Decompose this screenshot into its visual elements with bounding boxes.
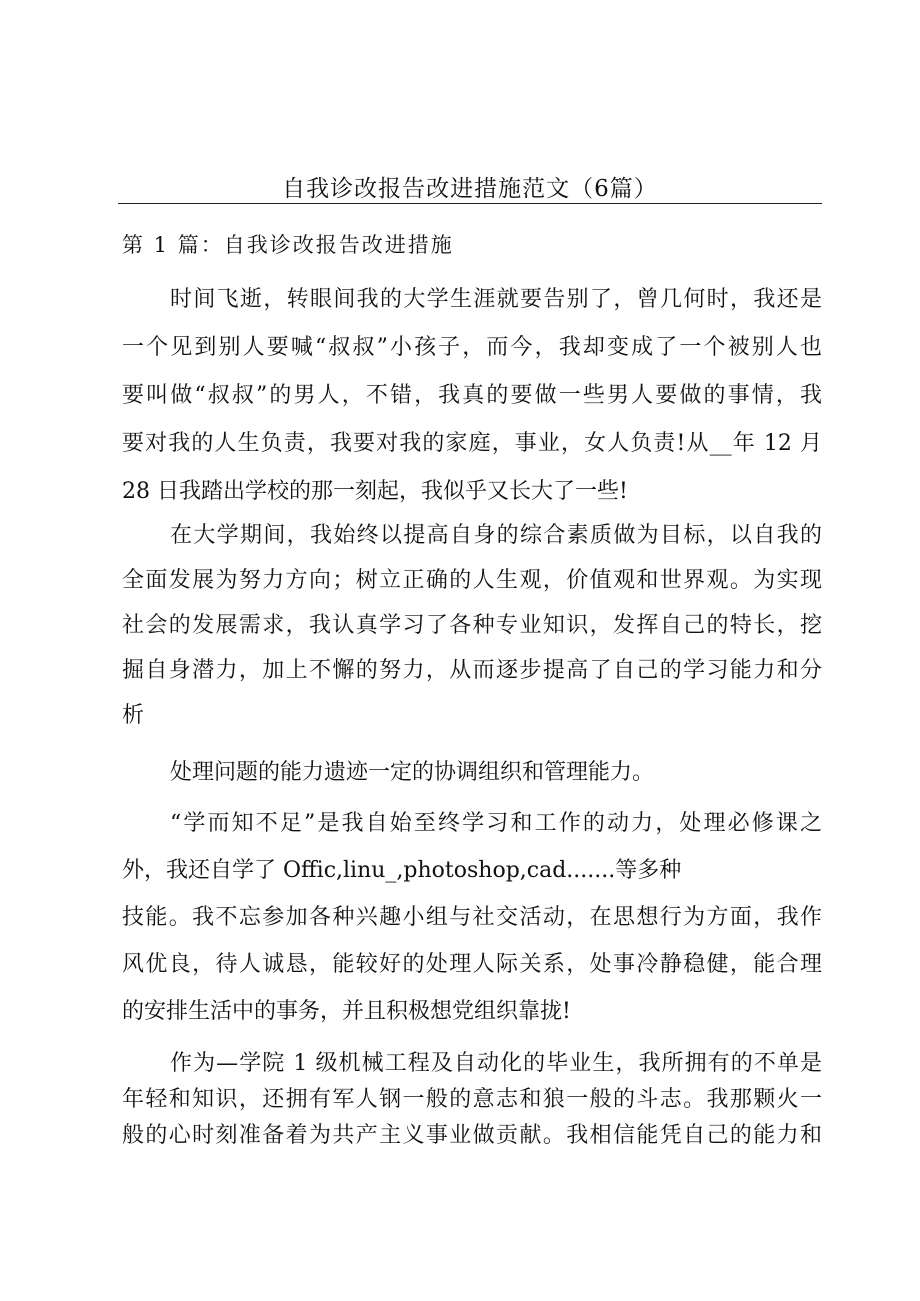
paragraph-line: 在大学期间，我始终以提高自身的综合素质做为目标，以自我的 <box>170 523 822 548</box>
paragraph-3 <box>122 750 822 795</box>
paragraph-line: 般的心时刻准备着为共产主义事业做贡献。我相信能凭自己的能力和 <box>122 1123 822 1148</box>
paragraph-line: 要叫做“叔叔”的男人，不错，我真的要做一些男人要做的事情，我 <box>122 383 822 408</box>
document-title: 自我诊改报告改进措施范文（6篇） <box>282 176 658 202</box>
section-heading: 第 1 篇：自我诊改报告改进措施 <box>122 233 454 257</box>
paragraph-line: 掘自身潜力，加上不懈的努力，从而逐步提高了自己的学习能力和分 <box>122 658 822 683</box>
paragraph-line: 的安排生活中的事务，并且积极想党组织靠拢! <box>122 999 571 1024</box>
title-underline <box>118 203 822 204</box>
paragraph-4 <box>122 800 822 1035</box>
paragraph-line: 社会的发展需求，我认真学习了各种专业知识，发挥自己的特长，挖 <box>122 613 822 638</box>
paragraph-line: 年轻和知识，还拥有军人钢一般的意志和狼一般的斗志。我那颗火一 <box>122 1087 822 1112</box>
paragraph-line: 外，我还自学了 Offic,linu_,photoshop,cad.......等多种 <box>122 858 682 883</box>
paragraph-1 <box>122 276 822 516</box>
paragraph-line: 一个见到别人要喊“叔叔”小孩子，而今，我却变成了一个被别人也 <box>122 335 822 360</box>
paragraph-line: 要对我的人生负责，我要对我的家庭，事业，女人负责!从__年 12 月 <box>122 431 822 456</box>
paragraph-line: 时间飞逝，转眼间我的大学生涯就要告别了，曾几何时，我还是 <box>170 287 822 312</box>
paragraph-line: 析 <box>122 703 145 728</box>
paragraph-line: 全面发展为努力方向；树立正确的人生观，价值观和世界观。为实现 <box>122 568 822 593</box>
paragraph-line: 技能。我不忘参加各种兴趣小组与社交活动，在思想行为方面，我作 <box>122 905 822 930</box>
paragraph-line: “学而知不足”是我自始至终学习和工作的动力，处理必修课之 <box>170 811 822 836</box>
paragraph-5 <box>122 1046 822 1154</box>
paragraph-line: 处理问题的能力遗迹一定的协调组织和管理能力。 <box>170 760 655 785</box>
paragraph-2 <box>122 513 822 738</box>
paragraph-line: 风优良，待人诚恳，能较好的处理人际关系，处事冷静稳健，能合理 <box>122 952 822 977</box>
paragraph-line: 作为—学院 1 级机械工程及自动化的毕业生，我所拥有的不单是 <box>170 1051 822 1076</box>
paragraph-line: 28 日我踏出学校的那一刻起，我似乎又长大了一些! <box>122 479 628 504</box>
